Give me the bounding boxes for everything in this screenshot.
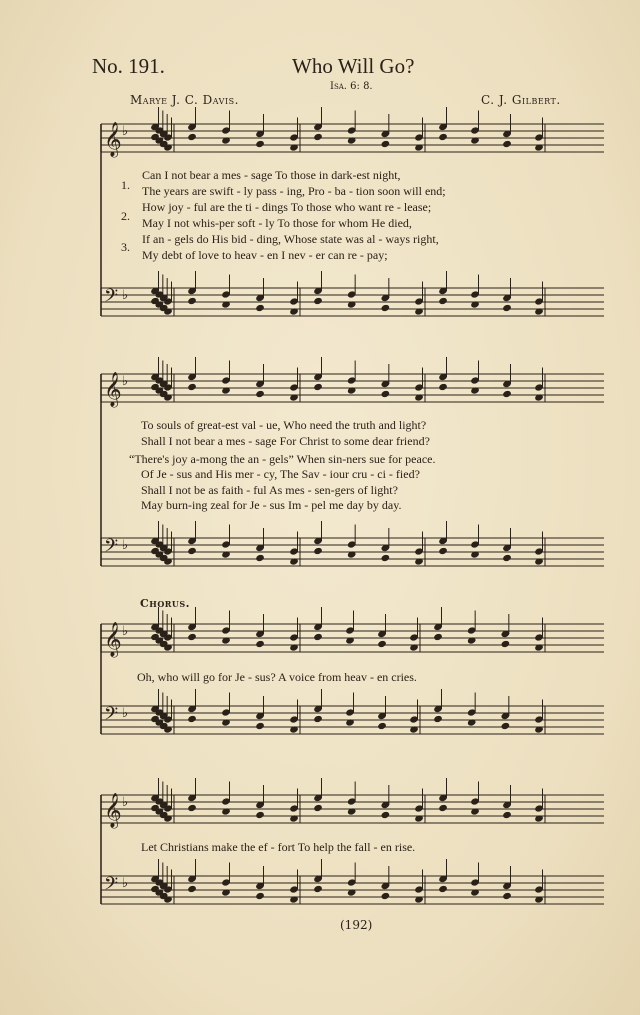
page-number: (192) <box>340 918 373 932</box>
note-head <box>433 715 443 723</box>
note-head <box>187 383 197 391</box>
note-head <box>187 297 197 305</box>
treble-clef: 𝄞 <box>104 793 122 828</box>
treble-clef: 𝄞 <box>104 622 122 657</box>
note-head <box>381 811 391 819</box>
note-head <box>313 297 323 305</box>
note-head <box>255 554 265 562</box>
note-head <box>187 133 197 141</box>
note-head <box>313 547 323 555</box>
note-head <box>502 304 512 312</box>
verse-number: 1. <box>121 178 130 192</box>
note-head <box>255 811 265 819</box>
flat-sign: ♭ <box>122 124 129 139</box>
bass-clef: 𝄢 <box>104 704 119 729</box>
treble-clef: 𝄞 <box>104 122 122 157</box>
note-head <box>381 304 391 312</box>
flat-sign: ♭ <box>122 876 129 891</box>
note-head <box>502 390 512 398</box>
note-head <box>187 804 197 812</box>
note-head <box>377 722 387 730</box>
note-head <box>438 133 448 141</box>
flat-sign: ♭ <box>122 288 129 303</box>
note-head <box>438 885 448 893</box>
note-head <box>187 633 197 641</box>
note-head <box>501 640 511 648</box>
note-head <box>502 140 512 148</box>
note-head <box>313 633 323 641</box>
note-head <box>381 140 391 148</box>
hymn-page: No. 191. Who Will Go? Isa. 6: 8. Marye J. C. Davis. C. J. Gilbert. 𝄞 ♭ 𝄢 ♭ 𝄞 ♭ 𝄢 ♭ 𝄞 ♭ 𝄢 ♭ 𝄞 ♭ 𝄢 ♭ 1. 2. 3. Can I not bear a mes - sage To those in dark-est night, The years are swift - ly pass - ing, Pro - ba - tion soon will end; How joy - ful are the ti - dings To those who want re - lease; May I not whis-per soft - ly To those for whom He died, If an - gels do His bid - ding, Whose state was al - ways right, My debt of love to heav - en I nev - er can re - pay; To souls of great-est val - ue, Who need the truth and light? Shall I not bear a mes - sage For Christ to some dear friend? “There's joy a-mong the an - gels” When sin-ners sue for peace. Of Je - sus and His mer - cy, The Sav - iour cru - ci - fied? Shall I not be as faith - ful As mes - sen-gers of light? May burn-ing zeal for Je - sus Im - pel me day by day. Chorus. Oh, who will go for Je - sus? A voice from heav - en cries. Let Christians make the ef - fort To help the fall - en rise. (192) <box>0 0 640 1015</box>
note-head <box>187 547 197 555</box>
note-head <box>187 715 197 723</box>
note-head <box>502 811 512 819</box>
note-head <box>433 633 443 641</box>
note-head <box>438 383 448 391</box>
flat-sign: ♭ <box>122 706 129 721</box>
verse-number: 3. <box>121 240 130 254</box>
note-head <box>313 383 323 391</box>
note-head <box>255 722 265 730</box>
note-head <box>438 297 448 305</box>
note-head <box>255 304 265 312</box>
chorus-label: Chorus. <box>140 597 191 610</box>
note-head <box>313 885 323 893</box>
flat-sign: ♭ <box>122 374 129 389</box>
note-head <box>255 892 265 900</box>
note-head <box>438 547 448 555</box>
flat-sign: ♭ <box>122 538 129 553</box>
note-head <box>255 640 265 648</box>
flat-sign: ♭ <box>122 795 129 810</box>
note-head <box>502 554 512 562</box>
note-head <box>313 804 323 812</box>
bass-clef: 𝄢 <box>104 536 119 561</box>
bass-clef: 𝄢 <box>104 874 119 899</box>
note-head <box>381 554 391 562</box>
lyricist-credit: Marye J. C. Davis. <box>130 93 239 107</box>
note-head <box>255 390 265 398</box>
note-head <box>377 640 387 648</box>
verse-number: 2. <box>121 209 130 223</box>
note-head <box>438 804 448 812</box>
bass-clef: 𝄢 <box>104 286 119 311</box>
note-head <box>187 885 197 893</box>
note-head <box>502 892 512 900</box>
hymn-title: Who Will Go? <box>292 54 415 78</box>
flat-sign: ♭ <box>122 624 129 639</box>
note-head <box>255 140 265 148</box>
note-head <box>501 722 511 730</box>
note-head <box>313 715 323 723</box>
note-head <box>381 892 391 900</box>
composer-credit: C. J. Gilbert. <box>481 93 561 107</box>
note-head <box>313 133 323 141</box>
scripture-reference: Isa. 6: 8. <box>330 81 373 92</box>
treble-clef: 𝄞 <box>104 372 122 407</box>
hymn-number: No. 191. <box>92 54 165 78</box>
note-head <box>381 390 391 398</box>
